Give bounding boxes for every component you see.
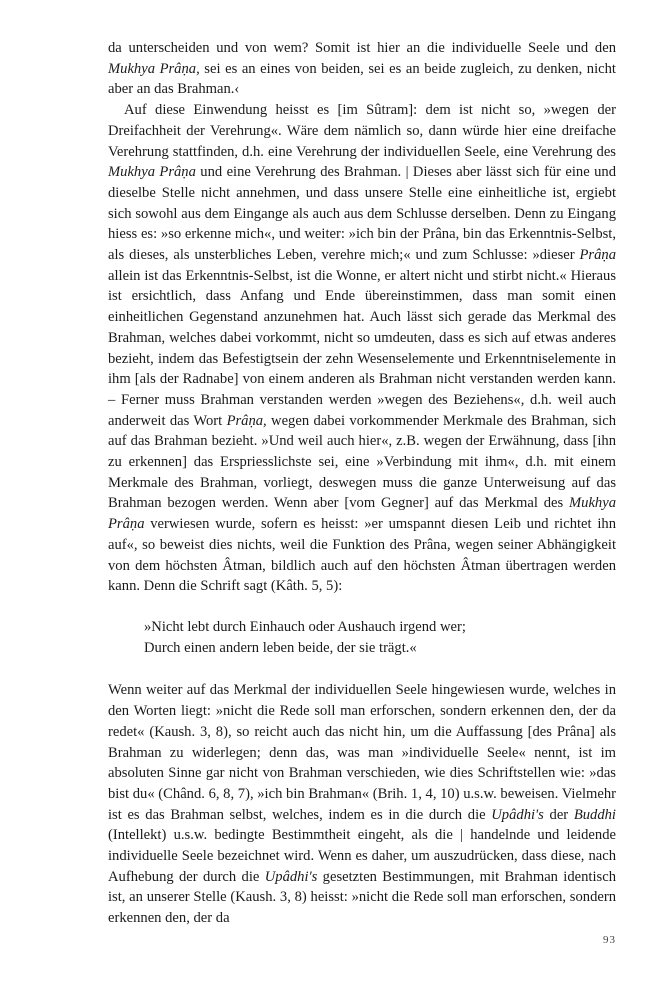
italic-term: Prâṇa,: [226, 412, 267, 429]
italic-term: Mukhya Prâṇa: [108, 164, 196, 181]
italic-term: Mukhya Prâṇa: [108, 495, 616, 533]
text-run: Wenn weiter auf das Merkmal der individuellen Seele hingewiesen wurde, welches in den Worten liegt: »nicht die Rede soll man erforschen, sondern erkennen den, der da redet« (Kaush. 3, 8), so reicht auch das nicht hin, um die Auffassung [des Prâna] als Brahman zu widerlegen; denn das, was man »individuelle Seele« nennt, ist im absoluten Sinne gar nicht von Brahman verschieden, wie dies Schriftstellen wie: »das bist du« (Chând. 6, 8, 7), »ich bin Brahman« (Brih. 1, 4, 10) u.s.w. beweisen. Vielmehr ist es das Brahman selbst, welches, indem es in die durch die: [108, 682, 616, 823]
verse-line: Durch einen andern leben beide, der sie trägt.«: [144, 639, 417, 656]
text-run: der: [543, 806, 574, 823]
text-run: verwiesen wurde, sofern es heisst: »er umspannt diesen Leib und richtet ihn auf«, so beweist dies nichts, weil die Funktion des Prâna, wegen seiner Abhängigkeit von dem höchsten Âtman, bildlich auch auf den höchsten Âtman übertragen werden kann. Denn die Schrift sagt (Kâth. 5, 5):: [108, 516, 616, 595]
page-number: 93: [603, 934, 616, 946]
paragraph-2: [108, 100, 616, 597]
paragraph-1: [108, 38, 616, 100]
text-run: gesetzten Bestimmungen, mit Brahman identisch ist, an unserer Stelle (Kaush. 3, 8) heisst: »nicht die Rede soll man erforschen, sondern erkennen den, der da: [108, 868, 616, 927]
verse-quotation: [144, 617, 616, 658]
text-run: (Intellekt) u.s.w. bedingte Bestimmtheit eingeht, als die | handelnde und leidende individuelle Seele bezeichnet wird. Wenn es daher, um auszudrücken, dass diese, nach Aufhebung der durch die: [108, 827, 616, 885]
paragraph-3: [108, 680, 616, 928]
text-run: da unterscheiden und von wem? Somit ist hier an die individuelle Seele und den: [108, 40, 616, 56]
page-text-block: [108, 38, 616, 929]
text-run: allein ist das Erkenntnis-Selbst, ist die Wonne, er altert nicht und stirbt nicht.« Hieraus ist ersichtlich, dass Anfang und Ende übereinstimmen, dass man somit einen einheitlichen Gegenstand anzunehmen hat. Auch lässt sich gerade das Merkmal des Brahman, welches dabei vorkommt, nicht so umdeuten, dass es sich auf etwas anderes bezieht, indem das Befestigtsein der zehn Wesenselemente und Erkenntniselemente in ihm [als der Radnabe] von einem anderen als Brahman nicht verstanden werden kann. – Ferner muss Brahman verstanden werden »wegen des Beziehens«, d.h. weil auch anderweit das Wort: [108, 267, 616, 429]
italic-term: Mukhya Prâṇa,: [108, 60, 200, 77]
italic-term: Buddhi: [573, 806, 616, 823]
italic-term: Prâṇa: [579, 247, 616, 264]
text-run: Auf diese Einwendung heisst es [im Sûtram]: dem ist nicht so, »wegen der Dreifachheit der Verehrung«. Wäre dem nämlich so, dann würde hier eine dreifache Verehrung stattfinden, d.h. eine Verehrung der individuellen Seele, eine Verehrung des: [108, 102, 616, 160]
text-run: wegen dabei vorkommender Merkmale des Brahman, sich auf das Brahman bezieht. »Und weil auch hier«, z.B. wegen der Erwähnung, dass [ihn zu erkennen] das Erspriesslichste sei, eine »Verbindung mit ihm«, d.h. mit einem Merkmale des Brahman, vorliegt, deswegen muss die ganze Unterweisung auf das Brahman bezogen werden. Wenn aber [vom Gegner] auf das Merkmal des: [108, 412, 616, 512]
text-run: sei es an eines von beiden, sei es an beide zugleich, zu denken, nicht aber an das Brahman.‹: [108, 60, 616, 98]
verse-line: »Nicht lebt durch Einhauch oder Aushauch irgend wer;: [144, 618, 466, 635]
italic-term: Upâdhi's: [491, 806, 544, 823]
text-run: und eine Verehrung des Brahman. | Dieses aber lässt sich für eine und dieselbe Stelle nicht annehmen, und dass unsere Stelle eine einheitliche ist, ergiebt sich sowohl aus dem Eingange als auch aus dem Schlusse derselben. Denn zu Eingang hiess es: »so erkenne mich«, und weiter: »ich bin der Prâna, bin das Erkenntnis-Selbst, als dieses, als unsterbliches Leben, verehre mich;« und zum Schlusse: »dieser: [108, 164, 616, 264]
italic-term: Upâdhi's: [264, 868, 318, 885]
